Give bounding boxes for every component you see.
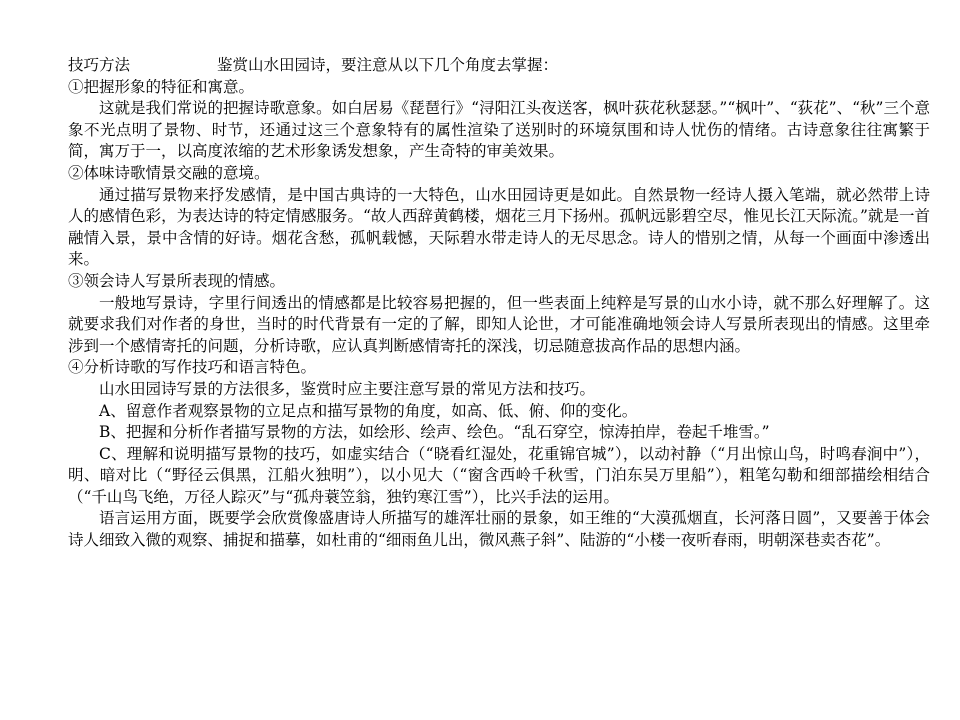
paragraph-1: 这就是我们常说的把握诗歌意象。如白居易《琵琶行》“浔阳江头夜送客，枫叶荻花秋瑟瑟。”“枫叶”、“荻花”、“秋”三个意象不光点明了景物、时节，还通过这三个意象特有的属性渲染了送别时的环境氛围和诗人忧伤的情绪。古诗意象往往寓繁于简，寓万于一，以高度浓缩的艺术形象诱发想象，产生奇特的审美效果。 — [68, 99, 930, 161]
item-a: A、留意作者观察景物的立足点和描写景物的角度，如高、低、俯、仰的变化。 — [99, 401, 638, 420]
title-row — [68, 55, 930, 77]
paragraph-4: 山水田园诗写景的方法很多，鉴赏时应主要注意写景的常见方法和技巧。 — [99, 379, 596, 398]
paragraph-2: 通过描写景物来抒发感情，是中国古典诗的一大特色，山水田园诗更是如此。自然景物一经诗人摄入笔端，就必然带上诗人的感情色彩，为表达诗的特定情感服务。“故人西辞黄鹤楼，烟花三月下扬州。孤帆远影碧空尽，惟见长江天际流。”就是一首融情入景，景中含情的好诗。烟花含愁，孤帆载憾，天际碧水带走诗人的无尽思念。诗人的惜别之情，从每一个画面中渗透出来。 — [68, 185, 930, 269]
item-c: C、理解和说明描写景物的技巧，如虚实结合（“晓看红湿处，花重锦官城”），以动衬静（“月出惊山鸟，时鸣春涧中”），明、暗对比（“野径云俱黑，江船火独明”），以小见大（“窗含西岭千秋雪，门泊东吴万里船”），粗笔勾勒和细部描绘相结合（“千山鸟飞绝，万径人踪灭”与“孤舟蓑笠翁，独钓寒江雪”），比兴手法的运用。 — [68, 444, 930, 506]
section-title: 技巧方法 — [68, 56, 131, 74]
item-b: B、把握和分析作者描写景物的方法，如绘形、绘声、绘色。“乱石穿空，惊涛拍岸，卷起千堆雪。” — [99, 423, 770, 442]
heading-4: ④分析诗歌的写作技巧和语言特色。 — [68, 358, 317, 377]
heading-1: ①把握形象的特征和寓意。 — [68, 77, 255, 96]
intro-text: 鉴赏山水田园诗，要注意从以下几个角度去掌握： — [217, 56, 559, 74]
document-body — [68, 55, 930, 552]
paragraph-5: 语言运用方面，既要学会欣赏像盛唐诗人所描写的雄浑壮丽的景象，如王维的“大漠孤烟直，长河落日圆”，又要善于体会诗人细致入微的观察、捕捉和描摹，如杜甫的“细雨鱼儿出，微风燕子斜”、陆游的“小楼一夜听春雨，明朝深巷卖杏花”。 — [68, 509, 930, 550]
paragraph-3: 一般地写景诗，字里行间透出的情感都是比较容易把握的，但一些表面上纯粹是写景的山水小诗，就不那么好理解了。这就要求我们对作者的身世，当时的时代背景有一定的了解，即知人论世，才可能准确地领会诗人写景所表现出的情感。这里牵涉到一个感情寄托的问题，分析诗歌，应认真判断感情寄托的深浅，切忌随意拔高作品的思想内涵。 — [68, 293, 930, 355]
heading-3: ③领会诗人写景所表现的情感。 — [68, 271, 286, 290]
heading-2: ②体味诗歌情景交融的意境。 — [68, 163, 270, 182]
